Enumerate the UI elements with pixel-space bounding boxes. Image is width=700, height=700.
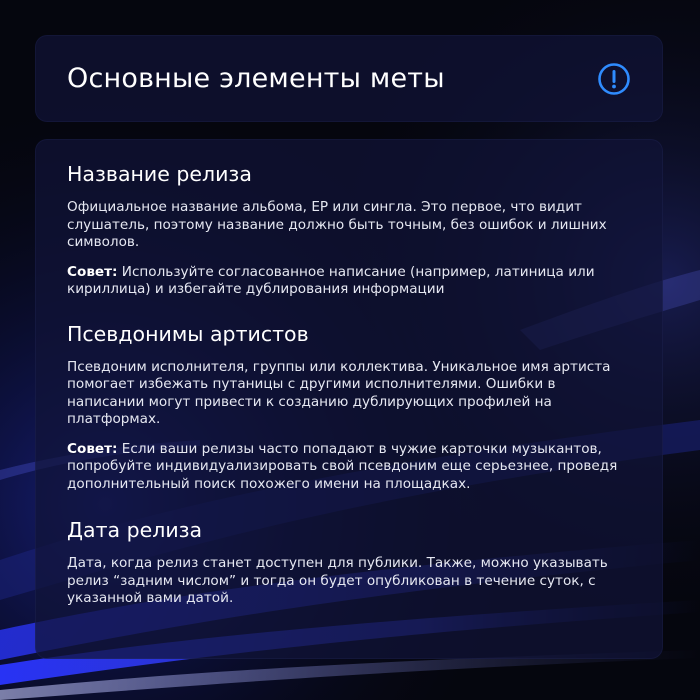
section-release-date — [67, 517, 631, 608]
tip-label: Совет: — [67, 263, 118, 280]
section-title: Псевдонимы артистов — [67, 321, 309, 346]
section-artist-aliases — [67, 321, 631, 494]
section-tip — [67, 264, 631, 299]
page-title: Основные элементы меты — [67, 63, 445, 94]
section-description: Псевдоним исполнителя, группы или коллектива. Уникальное имя артиста помогает избежать путаницы с другими исполнителями. Ошибки в написании могут привести к созданию дублирующих профилей на платформах. — [67, 358, 611, 427]
section-release-title — [67, 161, 631, 299]
tip-text: Используйте согласованное написание (например, латиница или кириллица) и избегайте дублирования информации — [67, 263, 595, 297]
section-title: Название релиза — [67, 162, 252, 186]
alert-circle-icon[interactable] — [597, 62, 631, 96]
tip-text: Если ваши релизы часто попадают в чужие карточки музыкантов, попробуйте индивидуализировать свой псевдоним еще серьезнее, проведя дополнительный поиск похожего имени на площадках. — [67, 440, 618, 492]
section-tip — [67, 441, 631, 494]
section-description: Официальное название альбома, EP или сингла. Это первое, что видит слушатель, поэтому название должно быть точным, без ошибок и лишних символов. — [67, 199, 607, 250]
tip-label: Совет: — [67, 440, 118, 457]
section-description: Дата, когда релиз станет доступен для публики. Также, можно указывать релиз “задним числом” и тогда он будет опубликован в течение суток, с указанной вами датой. — [67, 555, 608, 606]
section-title: Дата релиза — [67, 518, 203, 542]
content-card — [35, 139, 663, 659]
header-card — [35, 35, 663, 122]
